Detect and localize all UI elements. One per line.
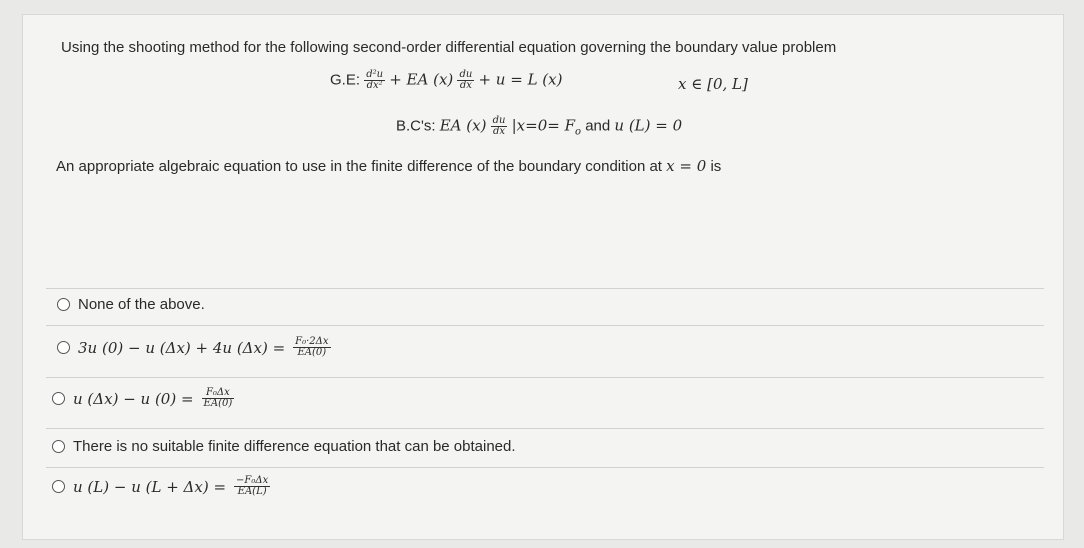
bc-derivative: $\frac{du}{dx}$ xyxy=(492,115,506,137)
prompt-end: is xyxy=(710,158,722,175)
ge-second-derivative: $\frac{\text{d²u}}{\text{dx²}}$ xyxy=(366,69,384,91)
bc-right-term: u (L) = 0 xyxy=(614,116,683,135)
radio-button[interactable] xyxy=(52,392,65,405)
divider xyxy=(46,325,1044,326)
option-1[interactable] xyxy=(57,296,205,313)
question-intro: Using the shooting method for the following second-order differential equation governing the boundary value problem xyxy=(61,39,837,56)
bc-subscript: o xyxy=(575,126,582,138)
ge-domain: x ∈ [0, L] xyxy=(678,75,748,93)
ge-middle-term: + EA (x) xyxy=(389,70,454,89)
option-5-lhs: u (L) − u (L + Δx) = xyxy=(73,477,227,496)
option-1-label: None of the above. xyxy=(78,296,205,313)
radio-button[interactable] xyxy=(52,440,65,453)
option-5-fraction: $\frac{\text{−F₀Δx}}{EA(L)}$ xyxy=(236,475,269,497)
divider xyxy=(46,428,1044,429)
governing-equation xyxy=(330,70,562,91)
divider xyxy=(46,467,1044,468)
question-prompt: An appropriate algebraic equation to use in the finite difference of the boundary condition at x = 0 is xyxy=(56,157,722,175)
ge-first-derivative: $\frac{du}{dx}$ xyxy=(459,69,473,91)
option-4[interactable] xyxy=(52,438,516,455)
question-card xyxy=(22,14,1064,540)
option-3[interactable] xyxy=(52,388,234,409)
option-4-label: There is no suitable finite difference equation that can be obtained. xyxy=(73,438,516,455)
radio-button[interactable] xyxy=(52,480,65,493)
option-2[interactable] xyxy=(57,337,331,358)
bc-label: B.C's: xyxy=(396,117,436,135)
option-2-fraction: $\frac{\text{F₀·2Δx}}{EA(0)}$ xyxy=(295,336,329,358)
ge-tail-term: + u = L (x) xyxy=(478,70,563,89)
radio-button[interactable] xyxy=(57,341,70,354)
option-3-lhs: u (Δx) − u (0) = xyxy=(73,389,194,408)
bc-eval: |x=0= F xyxy=(511,116,575,135)
radio-button[interactable] xyxy=(57,298,70,311)
option-2-lhs: 3u (0) − u (Δx) + 4u (Δx) = xyxy=(78,338,286,357)
prompt-math: x = 0 xyxy=(666,157,707,175)
option-3-fraction: $\frac{\text{F₀Δx}}{EA(0)}$ xyxy=(203,387,233,409)
bc-and: and xyxy=(585,117,611,135)
boundary-conditions xyxy=(396,116,682,137)
option-5[interactable] xyxy=(52,476,270,497)
bc-left-term: EA (x) xyxy=(439,116,487,135)
divider xyxy=(46,288,1044,289)
divider xyxy=(46,377,1044,378)
ge-label: G.E: xyxy=(330,71,361,89)
